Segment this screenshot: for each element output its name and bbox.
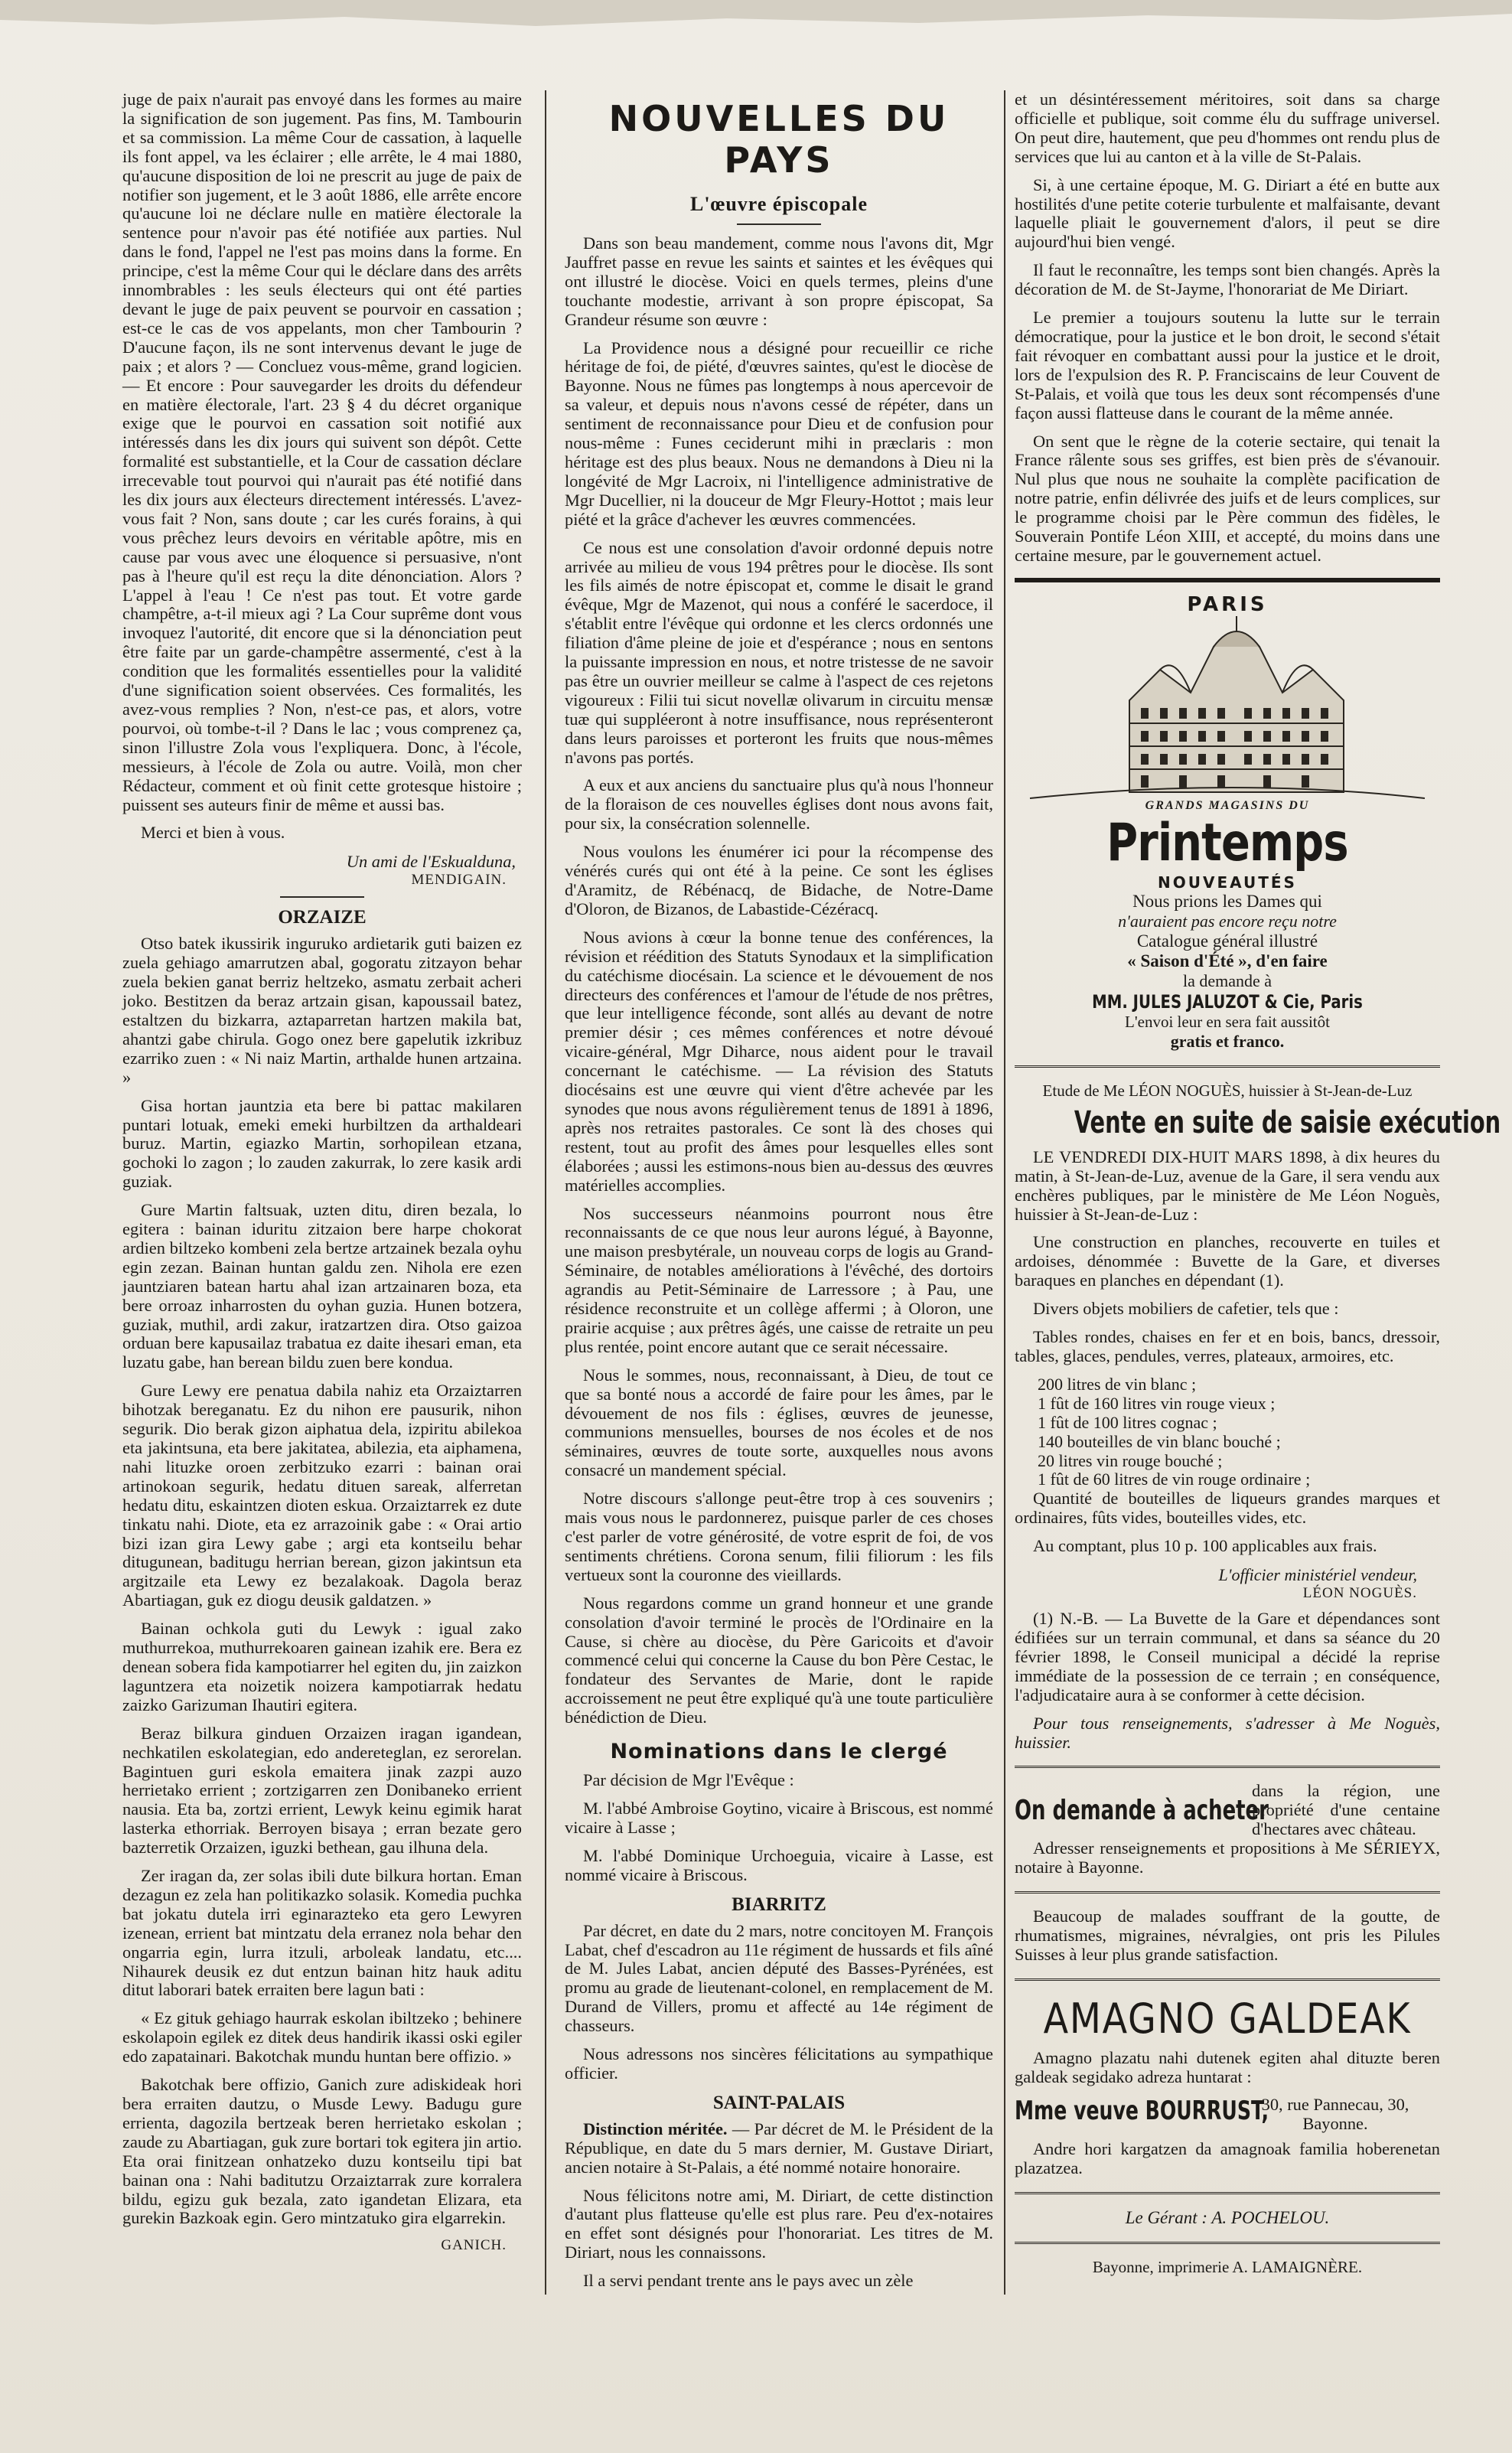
printemps-line: la demande à	[1182, 970, 1272, 990]
printemps-line: L'envoi leur en sera fait aussitôt	[1125, 1012, 1330, 1031]
ad-separator	[1015, 1978, 1440, 1981]
printemps-nouveautes: NOUVEAUTÉS	[1158, 873, 1297, 892]
vente-paragraph: Tables rondes, chaises en fer et en bois, bancs, dressoir, tables, glaces, pendules, verres, plateaux, armoires, etc.	[1015, 1327, 1440, 1365]
article-paragraph: Nous le sommes, nous, reconnaissant, à Dieu, de tout ce que sa bonté nous a accordé de faire pour les âmes, par le dévouement de nos fils : églises, œuvres de jeunesse, communions mensuelles, bourses de nos écoles et de nos séminaires, œuvres de toute sorte, auxquelles nous avons consacré un mandement spécial.	[565, 1365, 993, 1480]
printemps-ad	[1015, 593, 1440, 1052]
saint-palais-paragraph: Nous félicitons notre ami, M. Diriart, de cette distinction d'autant plus flatteuse qu'elle est plus rare. Peu d'ex-notaires en effet sont désignés pour l'honorariat. Les titres de M. Diriart, nous les connaissons.	[565, 2185, 993, 2262]
ad-separator	[1015, 2242, 1440, 2244]
column-1	[122, 90, 522, 2262]
orzaize-signature: GANICH.	[441, 2237, 507, 2254]
demande-text: dans la région, une propriété d'une centaine d'hectares avec château.	[1252, 1781, 1440, 1839]
orzaize-paragraph: Zer iragan da, zer solas ibili dute bilkura hortan. Eman dezagun ez zela han politikazko solasik. Komedia puchka bat jokatu dutela irri eginarazteko eta gero Lewyren izenean, errient bat mintzatu dela erranez nola behar den ongarria egin, lurra itzuli, arboleak landatu, etc.... Nihaurek deusik ez dut entzun bainan hitz hauk aditu ditut laborari batek erraiten bere lagun bati :	[122, 1866, 522, 2000]
vente-list-item: 140 bouteilles de vin blanc bouché ;	[1038, 1431, 1281, 1451]
column-rule-1	[545, 90, 546, 2295]
nominations-paragraph: Par décision de Mgr l'Evêque :	[583, 1770, 794, 1790]
saint-palais-paragraph: Il a servi pendant trente ans le pays avec un zèle	[583, 2271, 914, 2291]
vente-ad	[1015, 1081, 1501, 1753]
amagno-name: Mme veuve BOURRUST,	[1015, 2096, 1269, 2127]
orzaize-paragraph: « Ez gituk gehiago haurrak eskolan ibiltzeko ; behinere eskolapoin egilek ez ditek deus handirik ikassi oski egiler edo zapatainari. Bakotchak mundu huntan bere offizio. »	[122, 2008, 522, 2066]
continued-paragraph: Si, à une certaine époque, M. G. Diriart a été en butte aux hostilités d'une petite coterie turbulente et malfaisante, devant laquelle pliait le gouvernement d'alors, il peut se dire aujourd'hui bien vengé.	[1015, 175, 1440, 252]
letter-body: juge de paix n'aurait pas envoyé dans les formes au maire la signification de son jugement. Pas fins, M. Tambourin et sa commission. La même Cour de cassation, à laquelle ils font appel, va les éclairer ; elle arrête, le 4 mai 1880, qu'aucune disposition de loi ne prescrit au juge de paix de notifier son jugement, et le 3 août 1886, elle arrête encore qu'aucune loi ne déclare nulle en matière électorale la sentence pour n'avoir pas été notifiée aux parties. Nul dans le fond, l'appel ne l'est pas moins dans la forme. En principe, c'est la même Cour qui le déclare dans des arrêts innombrables : les seuls électeurs qui ont été parties devant le juge de paix peuvent se pourvoir en cassation ; est-ce le cas de vos appelants, mon cher Tambourin ? D'aucune façon, ils ne sont intervenus devant le juge de paix ; et alors ? — Concluez vous-même, grand logicien. — Et encore : Pour sauvegarder les droits du défendeur en matière électorale, l'art. 23 § 4 du décret organique exige que le pourvoi en cassation soit notifié aux intéressés dans les dix jours qui suivent son dépôt. Cette formalité est substantielle, et la Cour de cassation déclare irrecevable tout pourvoi qui n'aurait pas été notifié dans les dix jours aux électeurs directement intéressés. L'avez-vous fait ? Non, sans doute ; car les curés forains, à qui vous prêchez leurs devoirs en véritable apôtre, mis en cause par vous avec une éloquence si persuasive, n'ont pas à l'heure qu'il est reçu la dite dénonciation. Alors ? L'appel à l'eau ! Ce n'est pas tout. Et votre garde champêtre, a-t-il mieux agi ? La Cour suprême dont vous invoquez l'autorité, dit encore que si la dénonciation peut être faite par un garde-champêtre assermenté, c'est à la condition que les formalités essentielles pour la validité d'une signification soient observées. Ces formalités, les avez-vous remplies ? Non, n'est-ce pas, et alors, votre pourvoi, où tombe-t-il ? Dans le lac ; vous comprenez ça, sinon l'illustre Zola vous l'expliquera. Donc, à l'école, messieurs, à l'école de Zola ou autre. Voilà, mon cher Rédacteur, comment et où finit cette grotesque histoire ; puissent ses auteurs finir de même et aussi bas.	[122, 90, 522, 814]
article-paragraph: Nous voulons les énumérer ici pour la récompense des vénérés curés qui ont été à la peine. Ce sont les églises d'Aramitz, de Rébénacq, de Bidache, de Notre-Dame d'Oloron, de Bizanos, de Labastide-Cézéracq.	[565, 842, 993, 918]
article-paragraph: Ce nous est une consolation d'avoir ordonné depuis notre arrivée au milieu de vous 194 prêtres pour le diocèse. Ils sont les fils aimés de notre épiscopat et, comme le disait le grand évêque, Mgr de Mazenot, qui nous a conféré le sacerdoce, il s'établit entre l'évêque qui ordonne et les clercs ordonnés une filiation d'âme pleine de joie et d'espérance ; nous en sentons la puissante impression en nous, et notre tristesse de ne savoir pas être un ouvrier meilleur se calme à l'aspect de ces rejetons vigoureux : Filii tui sicut novellæ olivarum in circuitu mensæ tuæ qui suppléeront à notre insuffisance, nous représenteront dans leurs paroisses et porteront les fruits que nous-mêmes n'avons pas portés.	[565, 537, 993, 767]
vente-paragraph: Quantité de bouteilles de liqueurs grandes marques et ordinaires, fûts vides, bouteilles vides, etc.	[1015, 1489, 1440, 1528]
column-2	[565, 90, 993, 2300]
department-store-illustration	[1015, 616, 1440, 807]
etude-header: Etude de Me LÉON NOGUÈS, huissier à St-Jean-de-Luz	[1042, 1081, 1413, 1100]
torn-top-edge	[0, 0, 1512, 46]
vente-signature-title: L'officier ministériel vendeur,	[1218, 1565, 1417, 1585]
printemps-line: n'auraient pas encore reçu notre	[1118, 911, 1337, 931]
nominations-paragraph: M. l'abbé Ambroise Goytino, vicaire à Briscous, est nommé vicaire à Lasse ;	[565, 1798, 993, 1837]
amagno-title: AMAGNO GALDEAK	[1043, 1994, 1412, 2043]
printemps-line: Nous prions les Dames qui	[1132, 891, 1322, 911]
printemps-banner: GRANDS MAGASINS DU	[1145, 798, 1310, 812]
article-title: L'œuvre épiscopale	[689, 193, 868, 215]
vente-paragraph: Divers objets mobiliers de cafetier, tels que :	[1033, 1299, 1339, 1319]
orzaize-paragraph: Otso batek ikussirik inguruko ardietarik guti baizen ez zuela gehiago amarrutzen abal, gogoratu zitzayon behar zuela bekien ganat berriz heltzeko, asmatu zerbait acheri joko. Bestitzen da beraz artzain gisan, kapoussail batez, estaltzen du bizkarra, aztaparretan hartzen makila bat, ahantzi gabe chirula. Gogo onez bere gapelutik izkribuz ezarriko zuen : « Ni naiz Martin, arthalde hunen artzaina. »	[122, 934, 522, 1087]
saint-palais-title: SAINT-PALAIS	[712, 2092, 846, 2113]
gerant-line: Le Gérant : A. POCHELOU.	[1125, 2208, 1330, 2228]
letter-signature-name: MENDIGAIN.	[411, 872, 507, 889]
vente-list-item: 1 fût de 100 litres cognac ;	[1038, 1412, 1217, 1432]
pilules-ad: Beaucoup de malades souffrant de la goutte, de rhumatismes, migraines, névralgies, ont pris les Pilules Suisses à leur plus grande satisfaction.	[1015, 1906, 1440, 1964]
orzaize-paragraph: Gure Martin faltsuak, uzten ditu, diren bezala, lo egitera : bainan iduritu zitzaion bere harpe chokorat ardien biltzeko kombeni zela bertze artzainek bezala oyhu egin zezan. Bainan huntan galdu zen. Nihola ere ezen jauntziaren batean hartu ahal izan artzainaren boza, eta bere orroaz inharrosten du oyhan guzia. Hunen botzera, guziak, muthil, ardi zakur, iratzartzen dira. Otso gaizoa orduan bere kapusailaz trabatua ez daite ihesari eman, eta luzatu gabe, han berean bildu zuen bere kondua.	[122, 1200, 522, 1372]
printemps-line: « Saison d'Été », d'en faire	[1127, 951, 1328, 970]
article-paragraph: Notre discours s'allonge peut-être trop à ces souvenirs ; mais vous nous le pardonnerez, puisque parler de ces choses c'est parler de votre générosité, de votre esprit de foi, de vos sentiments chrétiens. Corona senum, filii filiorum : les fils vertueux sont la couronne des vieillards.	[565, 1489, 993, 1584]
vente-info: Pour tous renseignements, s'adresser à Me Noguès, huissier.	[1015, 1713, 1440, 1752]
vente-signature-name: LÉON NOGUÈS.	[1302, 1585, 1417, 1602]
column-rule-2	[1004, 90, 1005, 2295]
vente-paragraph: LE VENDREDI DIX-HUIT MARS 1898, à dix heures du matin, à St-Jean-de-Luz, avenue de la Gare, il sera vendu aux enchères publiques, par le ministère de Me Léon Noguès, huissier à St-Jean-de-Luz :	[1015, 1147, 1440, 1224]
vente-list-item: 1 fût de 160 litres vin rouge vieux ;	[1038, 1393, 1276, 1413]
rubric-title: NOUVELLES DU PAYS	[608, 98, 950, 181]
section-divider	[280, 896, 364, 898]
letter-closing: Merci et bien à vous.	[141, 823, 285, 843]
ad-separator	[1015, 1065, 1440, 1068]
printemps-paris: PARIS	[1187, 592, 1268, 616]
printemps-line: gratis et franco.	[1170, 1031, 1285, 1051]
demande-title: On demande à acheter	[1015, 1795, 1269, 1827]
ad-separator	[1015, 578, 1440, 582]
ad-separator	[1015, 1891, 1440, 1894]
orzaize-title: ORZAIZE	[278, 907, 367, 928]
vente-list-item: 20 litres vin rouge bouché ;	[1038, 1450, 1223, 1470]
vente-paragraph: Au comptant, plus 10 p. 100 applicables aux frais.	[1033, 1536, 1377, 1556]
orzaize-paragraph: Bainan ochkola guti du Lewyk : igual zako muthurrekoa, muthurrekoaren gainean izahik ere. Bera ez denean sobera fida kampotiarrer hel egiten du, jin zaizkon laguntzera eta noizetik noizera kampotiarrak hedatu zaizko Garizuman Ihautiri egitera.	[122, 1619, 522, 1714]
saint-palais-lead: Distinction méritée.	[583, 2119, 728, 2138]
continued-paragraph: On sent que le règne de la coterie sectaire, qui tenait la France râlente sous ses griffes, est bien près de s'évanouir. Nul plus que nous ne souhaite la complète pacification de notre patrie, enfin délivrée des juifs et de leurs complices, sur le programme choisi par le Père commun des fidèles, le Souverain Pontife Léon XIII, et accepté, du moins dans une certaine mesure, par le gouvernement actuel.	[1015, 431, 1440, 565]
orzaize-paragraph: Bakotchak bere offizio, Ganich zure adiskideak hori bera erraiten dautzu, o Musde Lewy. Badugu gure errienta, dagozila bertzeak beren herrietako eskolan ; zaude zu Abartiagan, guk zure bortari tok egitera jin artio. Eta orai finitzean onhatzeko duzu kontseilu tipi bat bainan ona : Nahi baditutzu Orzaiztarrak zure korralera bildu, egizu guk bezala, zato igandetan Elizara, eta gurekin Bazkoak egin. Gero mintzatuko gira elgarrekin.	[122, 2075, 522, 2228]
ad-separator	[1015, 2192, 1440, 2194]
imprimerie-line: Bayonne, imprimerie A. LAMAIGNÈRE.	[1092, 2258, 1363, 2277]
demande-ad	[1015, 1782, 1440, 1877]
article-paragraph: Nos successeurs néanmoins pourront nous être reconnaissants de ce que nous leur aurons légué, à Bayonne, une maison presbytérale, un nouveau corps de logis au Grand-Séminaire, de notables améliorations à l'évêché, des dortoirs agrandis au Petit-Séminaire de Larressore ; à Pau, une résidence reconstruite et un collège affermi ; à Oloron, une prairie acquise ; aux prêtres âgés, une caisse de retraite un peu plus rentée, point encore autant que ce serait nécessaire.	[565, 1203, 993, 1356]
demande-paragraph: Adresser renseignements et propositions à Me SÉRIEYX, notaire à Bayonne.	[1015, 1838, 1440, 1877]
continued-paragraph: Il faut le reconnaître, les temps sont bien changés. Après la décoration de M. de St-Jayme, l'honorariat de Me Diriart.	[1015, 260, 1440, 299]
orzaize-paragraph: Beraz bilkura ginduen Orzaizen iragan igandean, nechkatilen eskolategian, edo andereteglan, ez serorelan. Bagintuen guri eskola emaitera jinak zazpi auzo herrietako errient ; zortzigarren zen Donibaneko errient nausia. Eta ba, zortzi errient, Lewyk keinu egimik harat lasterka ethorriak. Berroyen bisaya ; erran bezate gero bazterretik Orzaizen, iguzki bethean, gau ilhuna dela.	[122, 1723, 522, 1858]
nominations-paragraph: M. l'abbé Dominique Urchoeguia, vicaire à Lasse, est nommé vicaire à Briscous.	[565, 1845, 993, 1884]
saint-palais-paragraph	[565, 2120, 993, 2177]
printemps-line: Catalogue général illustré	[1136, 931, 1318, 951]
amagno-ad	[1015, 1995, 1440, 2178]
saint-palais-text: — Par décret de M. le Président de la République, en date du 5 mars dernier, M. Gustave Diriart, ancien notaire à St-Palais, a été nommé notaire honoraire.	[565, 2119, 993, 2177]
orzaize-paragraph: Gisa hortan jauntzia eta bere bi pattac makilaren puntari lotuak, emeki emeki hurbiltzen da arthaldeari buruz. Martin, egiazko Martin, sorhopilean etzana, gochoki lo zagon ; lo zauden zakurrak, lo zere kasik ardi guziak.	[122, 1095, 522, 1192]
continued-paragraph: et un désintéressement méritoires, soit dans sa charge officielle et publique, soit comme élu du suffrage universel. On peut dire, hautement, que peu d'hommes ont rendu plus de services que lui au canton et à la ville de St-Palais.	[1015, 90, 1440, 166]
continued-paragraph: Le premier a toujours soutenu la lutte sur le terrain démocratique, pour la justice et le bon droit, le second s'était fait révoquer en combattant aussi pour la justice et le droit, lors de l'expulsion des R. P. Franciscains de leur Couvent de St-Palais, et voilà que tous les deux sont récompensés d'une façon aussi flatteuse dans le courant de la même année.	[1015, 308, 1440, 422]
article-paragraph: Nous regardons comme un grand honneur et une grande consolation d'avoir terminé le procès de l'Ordinaire en la Cause, si chère au diocèse, du Père Garicoits et d'avoir commencé celui qui concerne la Cause du bon Père Cestac, le fondateur des Servantes de Marie, dont le rapide accroissement ne peut être expliqué qu'à une toute particulière bénédiction de Dieu.	[565, 1593, 993, 1727]
amagno-address: 30, rue Pannecau, 30, Bayonne.	[1261, 2095, 1409, 2134]
column-3	[1015, 90, 1501, 2277]
biarritz-paragraph: Nous adressons nos sincères félicitations au sympathique officier.	[565, 2044, 993, 2083]
amagno-paragraph: Andre hori kargatzen da amagnoak familia hoberenetan plazatzea.	[1015, 2139, 1440, 2178]
letter-signature-line: Un ami de l'Eskualduna,	[346, 852, 516, 872]
vente-paragraph: Une construction en planches, recouverte en tuiles et ardoises, dénommée : Buvette de la Gare, et diverses baraques en planches en dépendant (1).	[1015, 1232, 1440, 1290]
vente-list-item: 1 fût de 60 litres de vin rouge ordinaire ;	[1038, 1470, 1311, 1489]
article-paragraph: A eux et aux anciens du sanctuaire plus qu'à nous l'honneur de la floraison de ces nouvelles églises dont nous avons fait, pour six, la consécration solennelle.	[565, 775, 993, 833]
vente-list-item: 200 litres de vin blanc ;	[1038, 1374, 1197, 1394]
title-rule	[737, 223, 821, 225]
article-paragraph: La Providence nous a désigné pour recueillir ce riche héritage de foi, de piété, d'œuvres saintes, qu'est le diocèse de Bayonne. Nous ne fûmes pas longtemps à nous apercevoir de sa valeur, et depuis nous n'avons cessé de répéter, dans un sentiment de reconnaissance pour Dieu et de confusion pour nous-même : Funes ceciderunt mihi in præclaris : mon héritage est des plus beaux. Nous ne demandons à Dieu ni la longévité de Mgr Lacroix, ni l'intelligence administrative de Mgr Ducellier, ni la douceur de Mgr Fleury-Hottot ; mais leur piété et la grâce d'achever les œuvres commencées.	[565, 338, 993, 529]
ad-separator	[1015, 1766, 1440, 1768]
article-paragraph: Nous avions à cœur la bonne tenue des conférences, la révision et réédition des Statuts Synodaux et la simplification du catéchisme diocésain. La science et le dévouement de nos directeurs des conférences et l'amour de l'étude de nos prêtres, que leur intelligence féconde, sont allés au devant de notre premier désir ; ces mêmes conférences et notre dévoué vicaire-général, Mgr Diharce, nous aident pour le travail concernant le catéchisme. — La révision des Statuts diocésains est une œuvre qui vient d'être achevée par les synodes que nous avons régulièrement tenus de 1891 à 1896, après nos retraites pastorales. Ce sont là des choses qui restent, tout au profit des âmes pour lesquelles elles sont élaborées ; aussi les estimons-nous bien au-dessus des œuvres matérielles accomplies.	[565, 927, 993, 1195]
article-paragraph: Dans son beau mandement, comme nous l'avons dit, Mgr Jauffret passe en revue les saints et saintes et les évêques qui ont illustré le diocèse. Voici en quels termes, pleins d'une touchante modestie, arrivant à son propre épiscopat, Sa Grandeur résume son œuvre :	[565, 233, 993, 329]
printemps-line: MM. JULES JALUZOT & Cie, Paris	[1092, 990, 1363, 1013]
biarritz-title: BIARRITZ	[732, 1894, 826, 1915]
vente-title: Vente en suite de saisie exécution	[1074, 1104, 1501, 1140]
printemps-name: Printemps	[1106, 812, 1348, 873]
nominations-title: Nominations dans le clergé	[610, 1740, 948, 1764]
orzaize-paragraph: Gure Lewy ere penatua dabila nahiz eta Orzaiztarren bihotzak bereganatu. Ez du nihon ere pausurik, nihon segurik. Dio berak gizon aiphatua dela, izpiritu abilekoa eta jakintsuna, eta bere jakitatea, abilezia, eta aiphamena, nahi lituzke oroen zerbitzuko ezarri : bainan orai artinokoan segurik, hedatu dituen sareak, alferretan hedatu ditu, eskaintzen dioten eskua. Orzaiztarrek ez dute tinkatu nahi. Diote, eta ez arrazoinik gabe : « Orai artio bizi izan gira Lewy gabe ; argi eta kontseilu behar ditugunean, baditugu herrian berean, gizon jakintsun eta argitzaile eta Lewy ez bezalakoak. Dagola beraz Abartiagan, guk ez diogu deusik galdatzen. »	[122, 1381, 522, 1610]
vente-note: (1) N.-B. — La Buvette de la Gare et dépendances sont édifiées sur un terrain communal, et dans sa séance du 20 février 1898, le Conseil municipal a décidé la reprise immédiate de la possession de ce terrain ; en conséquence, l'adjudicataire aura à se conformer à cette décision.	[1015, 1609, 1440, 1704]
biarritz-paragraph: Par décret, en date du 2 mars, notre concitoyen M. François Labat, chef d'escadron au 11e régiment de hussards et fils aîné de M. Jules Labat, ancien député des Basses-Pyrénées, est promu au grade de lieutenant-colonel, en remplacement de M. Durand de Villers, promu et affecté au 14e régiment de chasseurs.	[565, 1920, 993, 2036]
amagno-paragraph: Amagno plazatu nahi dutenek egiten ahal dituzte beren galdeak segidako adreza huntarat :	[1015, 2047, 1440, 2086]
